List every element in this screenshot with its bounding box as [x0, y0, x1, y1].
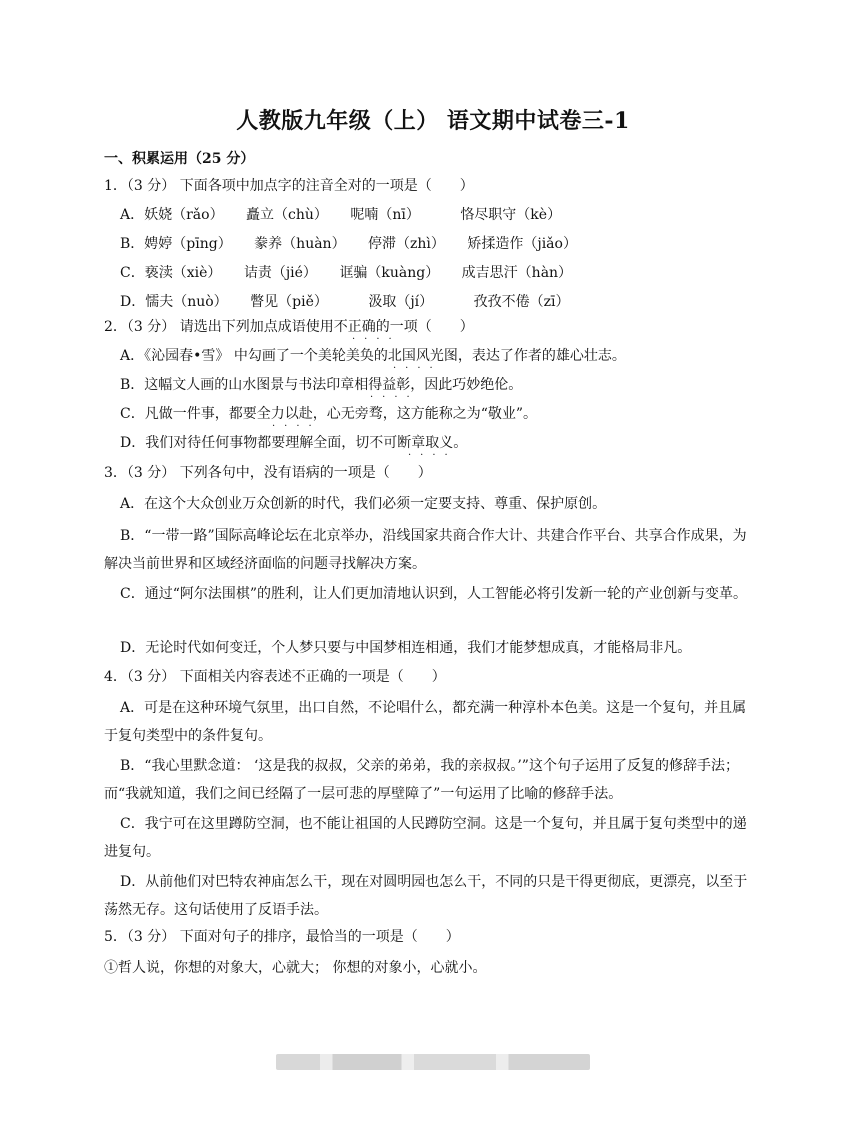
section-heading: 一、积累运用（25 分） — [104, 151, 255, 167]
question-1-stem: 1．（3 分） 下面各项中加点字的注音全对的一项是（ ） — [104, 178, 474, 194]
question-1-option-d — [120, 293, 569, 311]
option-part: 呢喃（nī） — [350, 207, 420, 223]
option-part: 豢养（huàn） — [254, 236, 346, 252]
question-3-option-a: A．在这个大众创业万众创新的时代，我们必须一定要支持、尊重、保护原创。 — [120, 496, 607, 512]
question-1-option-c — [120, 264, 572, 282]
question-2-option-b: B．这幅文人画的山水图景与书法印章相得益彰，因此巧妙绝伦。 — [120, 377, 523, 393]
option-part: 成吉思汗（hàn） — [461, 265, 573, 281]
question-4-option-c: C．我宁可在这里蹲防空洞，也不能让祖国的人民蹲防空洞。这是一个复句，并且属于复句类型中的递进复句。 — [104, 816, 747, 860]
option-part: 诓骗（kuàng） — [339, 265, 440, 281]
option-part: 汲取（jí） — [368, 294, 434, 310]
option-part: 恪尽职守（kè） — [460, 207, 562, 223]
emphasis-dots: ···· — [272, 421, 321, 432]
option-part: 停滞（zhì） — [368, 236, 445, 252]
emphasis-dots: ···· — [408, 450, 457, 461]
question-3-option-c: C．通过“阿尔法围棋”的胜利，让人们更加清地认识到，人工智能必将引发新一轮的产业创新与变革。 — [120, 586, 748, 602]
question-2-option-d: D．我们对待任何事物都要理解全面，切不可断章取义。 — [120, 435, 468, 451]
question-4-option-b: B．“我心里默念道： ‘这是我的叔叔，父亲的弟弟，我的亲叔叔。’”这个句子运用了反复的修辞手法； 而“我就知道，我们之间已经隔了一层可悲的厚壁障了”一句运用了比喻的修辞手法。 — [104, 758, 739, 802]
question-2-stem: 2．（3 分） 请选出下列加点成语使用不正确的一项（ ） — [104, 319, 474, 335]
question-3-stem: 3．（3 分） 下列各句中，没有语病的一项是（ ） — [104, 465, 432, 481]
footer-watermark — [276, 1054, 590, 1070]
question-3-option-b: B．“一带一路”国际高峰论坛在北京举办，沿线国家共商合作大计、共建合作平台、共享合作成果，为解决当前世界和区域经济面临的问题寻找解决方案。 — [104, 528, 747, 572]
question-5-sentence-1: ①哲人说，你想的对象大，心就大； 你想的对象小，心就小。 — [104, 960, 487, 976]
option-part: 矗立（chù） — [246, 207, 328, 223]
question-3-option-d: D．无论时代如何变迁，个人梦只要与中国梦相连相通，我们才能梦想成真，才能格局非凡。 — [120, 640, 692, 656]
question-2-option-a: A．《沁园春•雪》 中勾画了一个美轮美奂的北国风光图，表达了作者的雄心壮志。 — [120, 348, 626, 364]
emphasis-dots: ···· — [352, 334, 401, 345]
option-part: 孜孜不倦（zī） — [473, 294, 570, 310]
option-part: B．娉婷（pīng） — [120, 236, 232, 252]
option-part: D．懦夫（nuò） — [120, 294, 228, 310]
question-2-option-c: C．凡做一件事，都要全力以赴，心无旁骛，这方能称之为“敬业”。 — [120, 406, 538, 422]
option-part: 矫揉造作（jiǎo） — [467, 236, 577, 252]
question-1-option-a — [120, 206, 561, 224]
question-4-stem: 4．（3 分） 下面相关内容表述不正确的一项是（ ） — [104, 669, 446, 685]
question-1-option-b — [120, 235, 577, 253]
option-part: 诘责（jié） — [243, 265, 317, 281]
question-4-option-d: D．从前他们对巴特农神庙怎么干，现在对圆明园也怎么干，不同的只是干得更彻底，更漂亮，以至于荡然无存。这句话使用了反语手法。 — [104, 874, 748, 918]
option-part: C．亵渎（xiè） — [120, 265, 222, 281]
question-4-option-a: A．可是在这种环境气氛里，出口自然，不论唱什么，都充满一种淳朴本色美。这是一个复句，并且属于复句类型中的条件复句。 — [104, 700, 747, 744]
option-part: A．妖娆（rǎo） — [120, 207, 224, 223]
page-title: 人教版九年级（上） 语文期中试卷三-1 — [236, 108, 630, 134]
emphasis-dots: ···· — [370, 392, 419, 403]
option-part: 瞥见（piě） — [250, 294, 328, 310]
emphasis-dots: ···· — [393, 363, 442, 374]
question-5-stem: 5．（3 分） 下面对句子的排序，最恰当的一项是（ ） — [104, 929, 460, 945]
